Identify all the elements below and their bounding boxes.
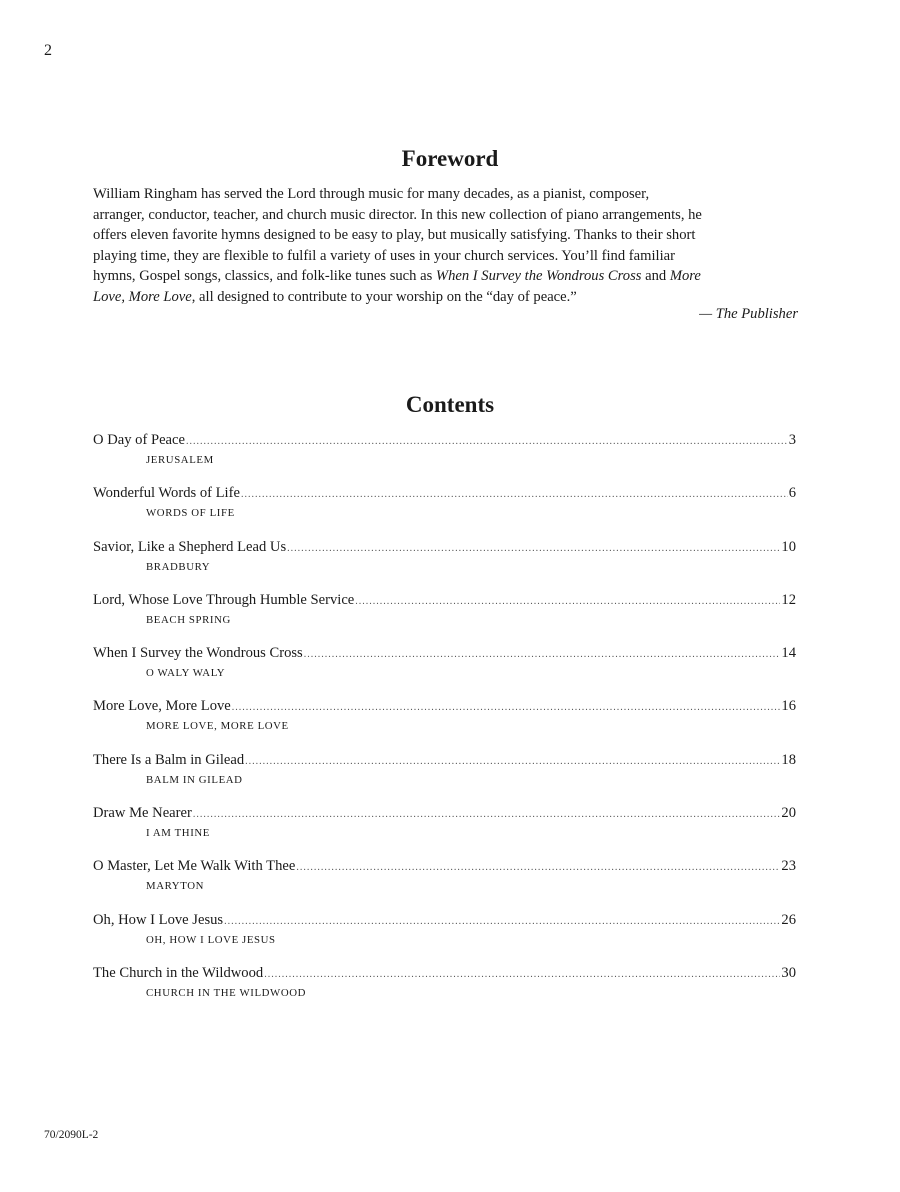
- foreword-text: and: [641, 268, 670, 284]
- toc-line: [93, 910, 796, 932]
- toc-hymn-title: Savior, Like a Shepherd Lead Us: [93, 538, 287, 555]
- toc-leader-dots: [264, 965, 780, 985]
- toc-entry: [93, 483, 796, 536]
- toc-leader-dots: [186, 432, 788, 452]
- toc-hymn-title: O Day of Peace: [93, 432, 185, 448]
- toc-entry: [93, 750, 796, 803]
- toc-tune-name: JERUSALEM: [146, 454, 214, 466]
- toc-leader-dots: [232, 698, 781, 718]
- toc-page-number: 30: [781, 964, 796, 981]
- foreword-text: playing time, they are flexible to fulfil a variety of uses in your church services. You’ll find familiar: [93, 247, 675, 264]
- toc-line: [93, 430, 796, 452]
- toc-tune-name: OH, HOW I LOVE JESUS: [146, 933, 276, 946]
- toc-hymn-title: There Is a Balm in Gilead: [93, 751, 245, 768]
- toc-line: [93, 856, 796, 878]
- toc-leader-dots: [287, 539, 780, 559]
- foreword-text: offers eleven favorite hymns designed to be easy to play, but musically satisfying. Thanks to their short: [93, 227, 696, 243]
- toc-line: [93, 483, 796, 505]
- toc-page-number: 23: [781, 858, 796, 875]
- toc-line: [93, 590, 796, 612]
- toc-hymn-title: O Master, Let Me Walk With Thee: [93, 858, 296, 875]
- foreword-body: [93, 184, 805, 307]
- toc-entry: [93, 590, 796, 643]
- foreword-text: William Ringham has served the Lord through music for many decades, as a pianist, composer,: [93, 186, 650, 202]
- toc-tune-name: BEACH SPRING: [146, 613, 231, 626]
- hymn-title-italic: More: [669, 268, 701, 284]
- toc-hymn-title: Oh, How I Love Jesus: [93, 911, 224, 928]
- foreword-line: [93, 266, 805, 287]
- page-number: 2: [44, 42, 52, 59]
- catalog-code: 70/2090L-2: [44, 1129, 99, 1141]
- toc-leader-dots: [355, 592, 780, 612]
- toc-leader-dots: [224, 912, 780, 932]
- foreword-line: [93, 225, 805, 246]
- toc-page-number: 18: [781, 751, 796, 768]
- toc-hymn-title: Wonderful Words of Life: [93, 485, 240, 502]
- toc-entry: [93, 696, 796, 749]
- toc-page-number: 20: [781, 805, 796, 822]
- toc-hymn-title: When I Survey the Wondrous Cross: [93, 645, 303, 662]
- toc-entry: [93, 430, 796, 483]
- table-of-contents: [93, 430, 796, 1016]
- toc-page-number: 12: [781, 591, 796, 608]
- hymn-title-italic: When I Survey the Wondrous Cross: [435, 268, 642, 284]
- toc-page-number: 16: [781, 698, 796, 715]
- toc-entry: [93, 963, 796, 1016]
- toc-line: [93, 537, 796, 559]
- hymn-title-italic: Love, More Love: [93, 288, 192, 305]
- contents-title: Contents: [405, 392, 495, 417]
- toc-page-number: 14: [781, 645, 796, 662]
- foreword-line: [93, 205, 805, 226]
- toc-line: [93, 750, 796, 772]
- toc-page-number: 26: [781, 911, 796, 928]
- toc-line: [93, 963, 796, 985]
- toc-page-number: 10: [781, 538, 796, 555]
- toc-line: [93, 696, 796, 718]
- toc-page-number: 6: [788, 485, 796, 502]
- toc-hymn-title: The Church in the Wildwood: [93, 964, 264, 981]
- toc-tune-name: O WALY WALY: [146, 667, 226, 680]
- toc-leader-dots: [304, 645, 781, 665]
- toc-entry: [93, 910, 796, 963]
- foreword-line: [93, 184, 805, 205]
- toc-leader-dots: [245, 752, 780, 772]
- toc-leader-dots: [241, 485, 788, 505]
- foreword-text: , all designed to contribute to your worship on the “day of peace.”: [191, 288, 577, 305]
- foreword-text: hymns, Gospel songs, classics, and folk-like tunes such as: [93, 268, 436, 284]
- toc-entry: [93, 856, 796, 909]
- toc-line: [93, 803, 796, 825]
- toc-entry: [93, 803, 796, 856]
- toc-entry: [93, 643, 796, 696]
- foreword-attribution: — The Publisher: [699, 306, 798, 322]
- toc-hymn-title: More Love, More Love: [93, 698, 231, 715]
- toc-tune-name: BALM IN GILEAD: [146, 773, 243, 786]
- toc-tune-name: CHURCH IN THE WILDWOOD: [146, 986, 307, 999]
- toc-page-number: 3: [788, 432, 796, 448]
- toc-tune-name: WORDS OF LIFE: [146, 507, 235, 520]
- foreword-line: [93, 287, 805, 308]
- foreword-line: [93, 246, 805, 267]
- toc-tune-name: MORE LOVE, MORE LOVE: [146, 720, 289, 733]
- foreword-text: arranger, conductor, teacher, and church music director. In this new collection of piano arrangements, he: [93, 206, 702, 223]
- toc-entry: [93, 537, 796, 590]
- toc-hymn-title: Lord, Whose Love Through Humble Service: [93, 591, 355, 608]
- foreword-title: Foreword: [401, 146, 499, 171]
- toc-tune-name: BRADBURY: [146, 560, 211, 573]
- toc-line: [93, 643, 796, 665]
- toc-leader-dots: [296, 858, 780, 878]
- toc-tune-name: I AM THINE: [146, 827, 210, 840]
- toc-leader-dots: [193, 805, 781, 825]
- toc-hymn-title: Draw Me Nearer: [93, 805, 192, 822]
- toc-tune-name: MARYTON: [146, 880, 204, 893]
